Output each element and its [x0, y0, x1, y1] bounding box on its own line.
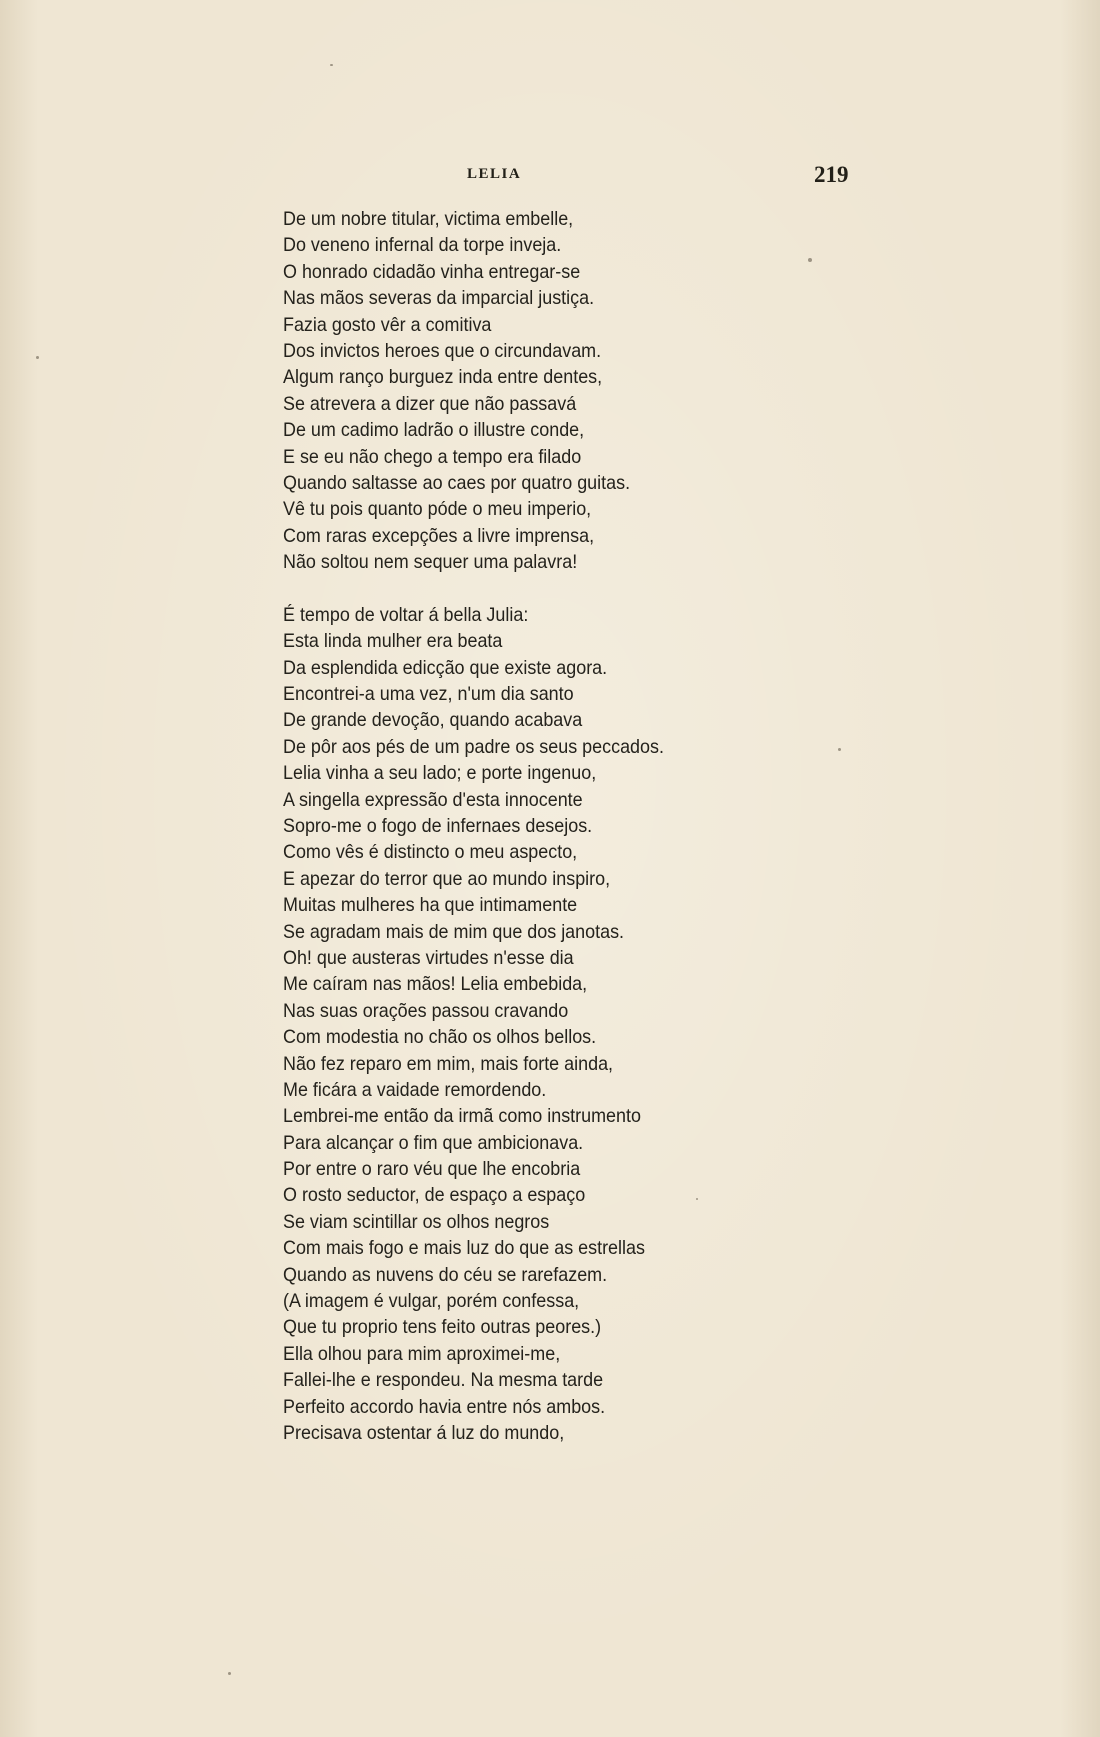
verse-line: Não fez reparo em mim, mais forte ainda,: [283, 1052, 614, 1075]
verse-line: Por entre o raro véu que lhe encobria: [283, 1158, 581, 1181]
verse-line: De um cadimo ladrão o illustre conde,: [283, 419, 585, 442]
verse-line: De grande devoção, quando acabava: [283, 709, 583, 732]
paper-speck: [330, 64, 333, 66]
verse-line: Lelia vinha a seu lado; e porte ingenuo,: [283, 762, 597, 785]
verse-line: Se agradam mais de mim que dos janotas.: [283, 920, 625, 943]
verse-line: Oh! que austeras virtudes n'esse dia: [283, 946, 574, 969]
verse-line: Precisava ostentar á luz do mundo,: [283, 1421, 565, 1444]
verse-line: Com modestia no chão os olhos bellos.: [283, 1026, 597, 1049]
verse-line: Me ficára a vaidade remordendo.: [283, 1078, 547, 1101]
verse-line: O rosto seductor, de espaço a espaço: [283, 1184, 586, 1207]
verse-line: Com raras excepções a livre imprensa,: [283, 524, 595, 547]
verse-line: Da esplendida edicção que existe agora.: [283, 656, 608, 679]
verse-line: Quando saltasse ao caes por quatro guitas.: [283, 471, 631, 494]
verse-line: Nas mãos severas da imparcial justiça.: [283, 287, 595, 310]
verse-line: Muitas mulheres ha que intimamente: [283, 894, 578, 917]
stanza-break: [283, 575, 715, 601]
verse-line: De pôr aos pés de um padre os seus peccados.: [283, 735, 664, 758]
verse-line: Dos invictos heroes que o circundavam.: [283, 339, 602, 362]
verse-line: Algum ranço burguez inda entre dentes,: [283, 366, 603, 389]
paper-speck: [36, 356, 39, 359]
verse-line: Nas suas orações passou cravando: [283, 999, 569, 1022]
verse-line: Ella olhou para mim aproximei-me,: [283, 1342, 561, 1365]
paper-speck: [228, 1672, 231, 1675]
verse-line: Encontrei-a uma vez, n'um dia santo: [283, 683, 574, 706]
verse-line: A singella expressão d'esta innocente: [283, 788, 583, 811]
running-title: LELIA: [467, 166, 522, 182]
verse-line: É tempo de voltar á bella Julia:: [283, 603, 529, 626]
verse-line: (A imagem é vulgar, porém confessa,: [283, 1290, 580, 1313]
verse-line: Lembrei-me então da irmã como instrumento: [283, 1105, 641, 1128]
verse-line: E se eu não chego a tempo era filado: [283, 445, 582, 468]
verse-line: Do veneno infernal da torpe inveja.: [283, 234, 562, 257]
page-header: [0, 164, 1100, 194]
verse-line: Vê tu pois quanto póde o meu imperio,: [283, 498, 592, 521]
verse-line: Me caíram nas mãos! Lelia embebida,: [283, 973, 588, 996]
verse-line: De um nobre titular, victima embelle,: [283, 208, 574, 230]
verse-line: Como vês é distincto o meu aspecto,: [283, 841, 578, 864]
verse-line: O honrado cidadão vinha entregar-se: [283, 260, 581, 283]
verse-line: Quando as nuvens do céu se rarefazem.: [283, 1263, 608, 1286]
verse-line: Perfeito accordo havia entre nós ambos.: [283, 1395, 606, 1418]
paper-speck: [838, 748, 841, 751]
paper-speck: [808, 258, 812, 262]
verse-line: Se atrevera a dizer que não passavá: [283, 392, 577, 415]
verse-line: Para alcançar o fim que ambicionava.: [283, 1131, 584, 1154]
verse-line: Se viam scintillar os olhos negros: [283, 1210, 550, 1233]
poem-text: [283, 206, 715, 1446]
verse-line: Não soltou nem sequer uma palavra!: [283, 551, 578, 574]
verse-line: E apezar do terror que ao mundo inspiro,: [283, 867, 611, 890]
verse-line: Fallei-lhe e respondeu. Na mesma tarde: [283, 1369, 604, 1392]
verse-line: Que tu proprio tens feito outras peores.): [283, 1316, 602, 1339]
verse-line: Esta linda mulher era beata: [283, 630, 503, 653]
paper-speck: [696, 1198, 698, 1200]
verse-line: Sopro-me o fogo de infernaes desejos.: [283, 814, 593, 837]
verse-line: Com mais fogo e mais luz do que as estrellas: [283, 1237, 645, 1260]
page-number: 219: [814, 162, 849, 187]
verse-line: Fazia gosto vêr a comitiva: [283, 313, 492, 336]
